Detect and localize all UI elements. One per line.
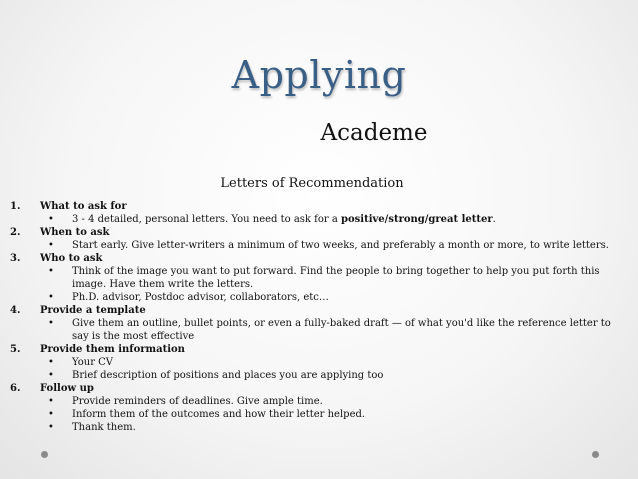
list-item-title: What to ask for (40, 201, 127, 212)
bullet-point (48, 356, 612, 369)
bullet-icon: • (48, 422, 54, 433)
bullet-icon: • (48, 214, 54, 225)
bullet-icon: • (48, 292, 54, 303)
bullet-icon: • (48, 240, 54, 251)
bullet-point (48, 239, 612, 252)
list-item-title: Follow up (40, 383, 94, 394)
bullet-icon: • (48, 409, 54, 420)
bullet-text: Ph.D. advisor, Postdoc advisor, collaborators, etc… (72, 292, 329, 303)
list-item (0, 382, 638, 434)
list-item-title: Provide a template (40, 305, 146, 316)
list-item-number: 1. (10, 201, 21, 212)
list-item-title: Who to ask (40, 253, 103, 264)
bullet-icon: • (48, 396, 54, 407)
bullet-text: Start early. Give letter-writers a minimum of two weeks, and preferably a month or more, to write letters. (72, 240, 609, 251)
list-item-number: 6. (10, 383, 21, 394)
bullet-icon: • (48, 266, 54, 277)
list-item (0, 304, 638, 343)
bullet-emphasis: positive/strong/great letter (340, 214, 493, 225)
bullet-text: Your CV (72, 357, 114, 368)
section-heading: Letters of Recommendation (220, 176, 404, 191)
bullet-point (48, 291, 612, 304)
list-item (0, 200, 638, 226)
list-item-number: 4. (10, 305, 21, 316)
list-item-number: 2. (10, 227, 21, 238)
bullet-point (48, 265, 612, 291)
list-item-title: Provide them information (40, 344, 185, 355)
slide-subtitle: Academe (320, 120, 428, 146)
decorative-dot-right-icon (592, 451, 599, 458)
bullet-text: Give them an outline, bullet points, or even a fully-baked draft — of what you'd like the reference letter to say is the most effective (72, 318, 611, 342)
bullet-point (48, 317, 612, 343)
bullet-point (48, 213, 612, 226)
bullet-text: Thank them. (72, 422, 136, 433)
list-item (0, 252, 638, 304)
bullet-text: Brief description of positions and places you are applying too (72, 370, 384, 381)
bullet-text: Think of the image you want to put forward. Find the people to bring together to help you put forth this image. Have them write the letters. (72, 266, 600, 290)
bullet-text-end: . (492, 214, 496, 225)
bullet-point (48, 408, 612, 421)
bullet-point (48, 395, 612, 408)
list-item-number: 5. (10, 344, 21, 355)
bullet-text: 3 - 4 detailed, personal letters. You need to ask for a (72, 214, 341, 225)
bullet-icon: • (48, 357, 54, 368)
bullet-text: Inform them of the outcomes and how their letter helped. (72, 409, 366, 420)
decorative-dot-left-icon (41, 451, 48, 458)
bullet-icon: • (48, 370, 54, 381)
numbered-list (0, 200, 638, 434)
bullet-point (48, 369, 612, 382)
slide-title: Applying (231, 53, 407, 97)
bullet-text: Provide reminders of deadlines. Give ample time. (72, 396, 323, 407)
list-item-number: 3. (10, 253, 21, 264)
list-item (0, 343, 638, 382)
bullet-icon: • (48, 318, 54, 329)
list-item (0, 226, 638, 252)
bullet-point (48, 421, 612, 434)
list-item-title: When to ask (40, 227, 110, 238)
